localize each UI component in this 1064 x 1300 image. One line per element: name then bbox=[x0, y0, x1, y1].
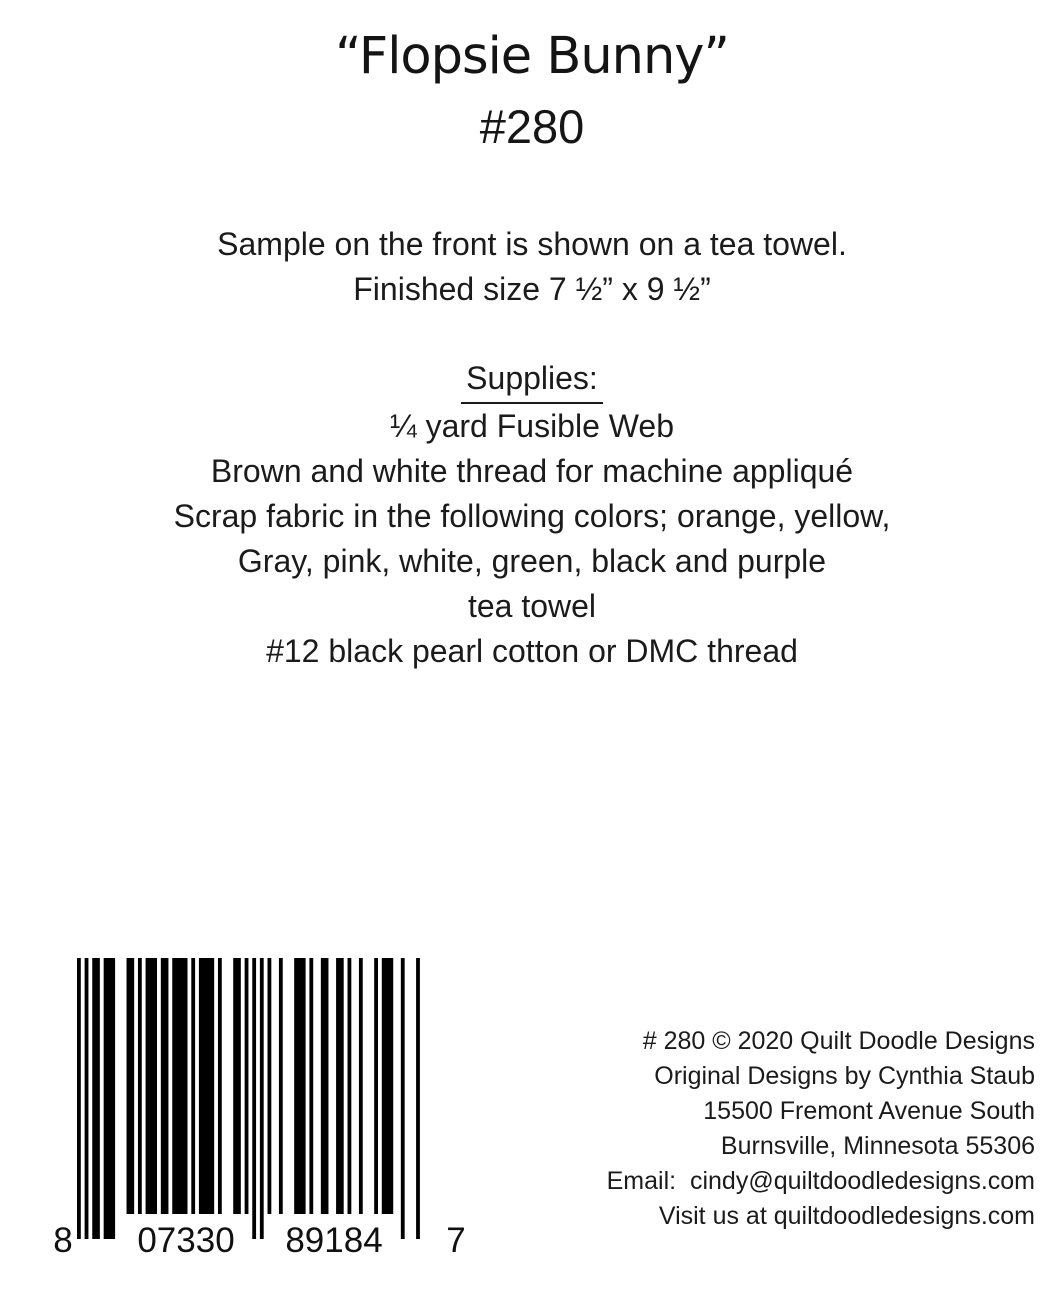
supplies-section bbox=[0, 356, 1064, 674]
publisher-email-line: Email: cindy@quiltdoodledesigns.com bbox=[606, 1167, 1035, 1195]
upc-barcode bbox=[52, 956, 484, 1256]
supplies-item: Gray, pink, white, green, black and purple bbox=[237, 543, 827, 579]
supplies-heading: Supplies: bbox=[461, 356, 603, 404]
publisher-street-line: 15500 Fremont Avenue South bbox=[703, 1097, 1035, 1125]
barcode-digit-check: 7 bbox=[446, 1221, 466, 1256]
supplies-item: tea towel bbox=[467, 588, 597, 624]
pattern-number: #280 bbox=[479, 100, 585, 153]
publisher-copyright-line: # 280 © 2020 Quilt Doodle Designs bbox=[642, 1027, 1035, 1055]
intro-text bbox=[0, 222, 1064, 312]
intro-line-finished-size: Finished size 7 ½” x 9 ½” bbox=[353, 271, 711, 307]
publisher-city-line: Burnsville, Minnesota 55306 bbox=[720, 1132, 1035, 1160]
pattern-title: “Flopsie Bunny” bbox=[335, 27, 729, 86]
supplies-item: Scrap fabric in the following colors; orange, yellow, bbox=[173, 498, 891, 534]
barcode-digits-left-group: 07330 bbox=[137, 1221, 235, 1256]
supplies-heading-row bbox=[0, 356, 1064, 404]
barcode-digits-right-group: 89184 bbox=[285, 1221, 383, 1256]
barcode-digit-number-system: 8 bbox=[53, 1221, 73, 1256]
supplies-item: #12 black pearl cotton or DMC thread bbox=[266, 633, 798, 669]
supplies-item: Brown and white thread for machine appliqué bbox=[210, 453, 854, 489]
barcode-bars bbox=[77, 958, 420, 1239]
intro-line-sample: Sample on the front is shown on a tea towel. bbox=[217, 226, 847, 262]
publisher-info bbox=[607, 1024, 1035, 1234]
supplies-item: ¼ yard Fusible Web bbox=[390, 408, 674, 444]
publisher-website-line: Visit us at quiltdoodledesigns.com bbox=[658, 1202, 1035, 1230]
publisher-designer-line: Original Designs by Cynthia Staub bbox=[654, 1062, 1035, 1090]
